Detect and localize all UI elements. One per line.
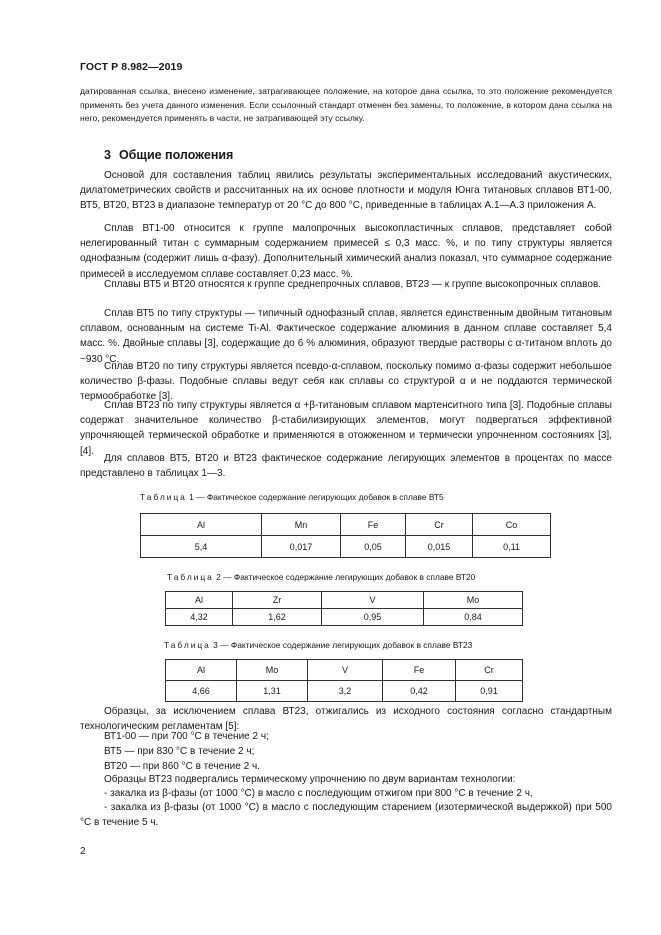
table2-header: Zr — [233, 592, 322, 609]
table2 — [165, 591, 523, 626]
table2-header: Mo — [424, 592, 523, 609]
table1-caption-word: Таблица — [140, 492, 187, 502]
table1-header: Al — [141, 514, 262, 536]
table3-header: Al — [166, 660, 237, 681]
table1-header: Co — [473, 514, 551, 536]
section-number: 3 — [104, 148, 111, 162]
table1-caption — [140, 492, 444, 502]
table2-caption-word: Таблица — [167, 572, 214, 582]
table1-caption-text: 1 — Фактическое содержание легирующих добавок в сплаве ВТ5 — [186, 492, 444, 502]
paragraph-1: Основой для составления таблиц явились результаты экспериментальных исследований акустических, дилатометрических свойств и рассчитанных на их основе плотности и модуля Юнга титановых сплавов ВТ1-00, ВТ5, ВТ20, ВТ23 в диапазоне температур от 20 °С до 800 °С, приведенные в таблицах А.1—А.3 приложения А. — [80, 170, 612, 212]
table3-header: Mo — [237, 660, 308, 681]
dash-item: - закалка из β-фазы (от 1000 °С) в масло с последующим старением (изотермической выдержкой) при 500 °С в течение 5 ч. — [80, 802, 612, 829]
table3-caption-text: 3 — Фактическое содержание легирующих добавок в сплаве ВТ23 — [210, 640, 473, 650]
page-number: 2 — [80, 846, 86, 857]
table3-cell: 1,31 — [237, 681, 308, 702]
table1-cell: 0,11 — [473, 536, 551, 558]
hardening-paragraph: Образцы ВТ23 подвергались термическому упрочнению по двум вариантам технологии: — [104, 774, 516, 785]
table1-cell: 5,4 — [141, 536, 262, 558]
table2-caption — [167, 572, 475, 582]
paragraph-6: Сплав ВТ23 по типу структуры является α +β-титановым сплавом мартенситного типа [3]. Подобные сплавы содержат значительное количество β-стабилизирующих элементов, могут подвергаться эффективной упрочняющей термической обработке и применяются в отожженном и термически упрочненном состояниях [3], [4]. — [80, 400, 612, 457]
table2-cell: 0,84 — [424, 609, 523, 626]
table1-cell: 0,05 — [341, 536, 406, 558]
table3-header: Fe — [383, 660, 456, 681]
list-item: ВТ20 — при 860 °С в течение 2 ч. — [104, 761, 260, 772]
dash-item: - закалка из β-фазы (от 1000 °С) в масло с последующим отжигом при 800 °С в течение 2 ч, — [104, 788, 533, 799]
table2-caption-text: 2 — Фактическое содержание легирующих добавок в сплаве ВТ20 — [213, 572, 476, 582]
table3-cell: 4,66 — [166, 681, 237, 702]
document-header: ГОСТ Р 8.982—2019 — [80, 61, 183, 73]
table1-header: Cr — [406, 514, 473, 536]
table1-cell: 0,017 — [262, 536, 341, 558]
table3-caption-word: Таблица — [164, 640, 211, 650]
table3-caption — [164, 640, 472, 650]
table3-header: Cr — [456, 660, 523, 681]
paragraph-4: Сплав ВТ5 по типу структуры — типичный однофазный сплав, является единственным двойным титановым сплавом, основанным на системе Ti-Al. Фактическое содержание алюминия в данном сплаве составляет 5,4 масс. %. Двойные сплавы [3], содержащие до 6 % алюминия, образуют твердые растворы с α-титаном вплоть до ~930 °С. — [80, 308, 612, 365]
table3-cell: 0,91 — [456, 681, 523, 702]
table3-cell: 3,2 — [308, 681, 383, 702]
table3-header: V — [308, 660, 383, 681]
paragraph-2: Сплав ВТ1-00 относится к группе малопрочных высокопластичных сплавов, представляет собой нелегированный титан с суммарным содержанием примесей ≤ 0,3 масс. %, и по типу структуры является однофазным (содержит лишь α-фазу). Дополнительный химический анализ показал, что суммарное содержание примесей в исследуемом сплаве составляет 0,23 масс. %. — [80, 223, 612, 280]
section-title: Общие положения — [118, 148, 234, 162]
table2-cell: 4,32 — [166, 609, 233, 626]
table2-header: Al — [166, 592, 233, 609]
table1-header: Fe — [341, 514, 406, 536]
table2-cell: 0,95 — [322, 609, 424, 626]
list-item: ВТ1-00 — при 700 °С в течение 2 ч; — [104, 731, 269, 742]
table3-cell: 0,42 — [383, 681, 456, 702]
table2-cell: 1,62 — [233, 609, 322, 626]
section-heading — [104, 148, 241, 162]
annealing-paragraph: Образцы, за исключением сплава ВТ23, отжигались из исходного состояния согласно стандартным технологическим регламентам [5]: — [80, 706, 612, 733]
table1-cell: 0,015 — [406, 536, 473, 558]
paragraph-3: Сплавы ВТ5 и ВТ20 относятся к группе среднепрочных сплавов, ВТ23 — к группе высокопрочных сплавов. — [104, 279, 602, 290]
table3 — [165, 659, 523, 702]
table2-header: V — [322, 592, 424, 609]
paragraph-7: Для сплавов ВТ5, ВТ20 и ВТ23 фактическое содержание легирующих элементов в процентах по массе представлено в таблицах 1—3. — [80, 453, 612, 480]
table1-header: Mn — [262, 514, 341, 536]
paragraph-5: Сплав ВТ20 по типу структуры является псевдо-α-сплавом, поскольку помимо α-фазы содержит небольшое количество β-фазы. Подобные сплавы ведут себя как сплавы со структурой α и не поддаются термической термообработке [3]. — [80, 361, 612, 403]
list-item: ВТ5 — при 830 °С в течение 2 ч; — [104, 746, 255, 757]
intro-paragraph: датированная ссылка, внесено изменение, затрагивающее положение, на которое дана ссылка, то это положение рекомендуется применять без учета данного изменения. Если ссылочный стандарт отменен без замены, то положение, в котором дана ссылка на него, рекомендуется применять в части, не затрагивающей эту ссылку. — [80, 86, 612, 124]
table1 — [140, 513, 551, 558]
